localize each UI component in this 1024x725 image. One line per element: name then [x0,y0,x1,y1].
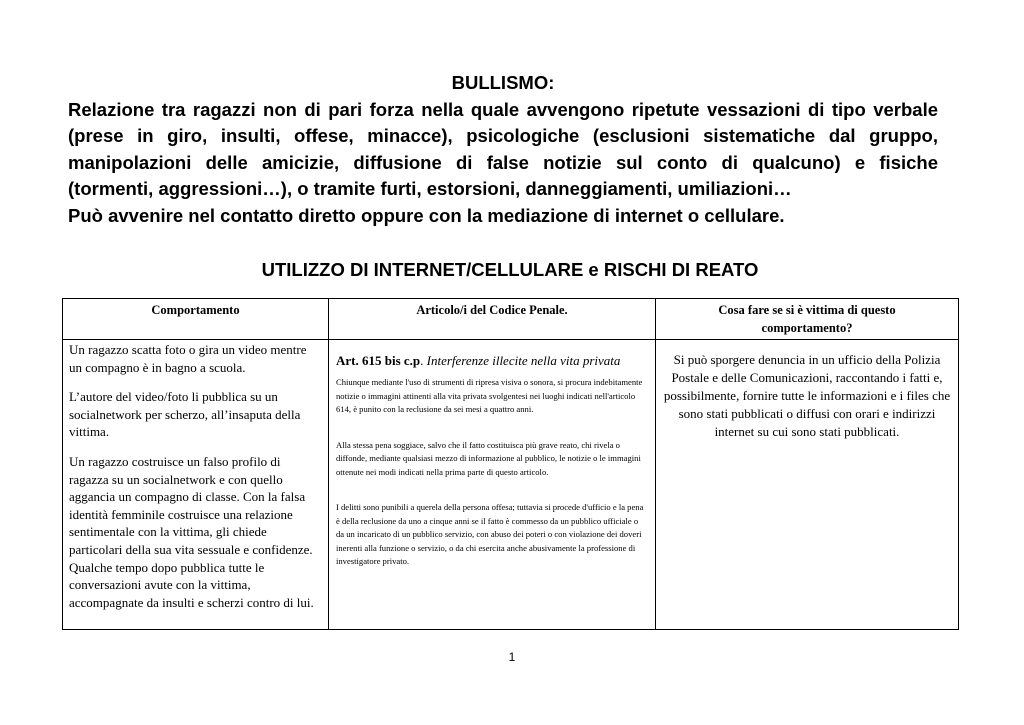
page-title: BULLISMO: [451,72,555,93]
definition-last-line: Può avvenire nel contatto diretto oppure con la mediazione di internet o cellulare. [68,204,785,226]
definition-line-1: Relazione tra ragazzi non di pari forza nella quale avvengono ripetute vessazioni di tipo verbale [68,98,938,120]
page-number: 1 [508,650,516,664]
header-article: Articolo/i del Codice Penale. [329,299,656,340]
definition-line-2: (prese in giro, insulti, offese, minacce), psicologiche (esclusioni sistematiche dal gruppo, [68,125,938,146]
definition-line-4: (tormenti, aggressioni…), o tramite furti, estorsioni, danneggiamenti, umiliazioni… [68,178,792,199]
definition-line-3: manipolazioni delle amicizie, diffusione di false notizie sul conto di qualcuno) e fisiche [68,151,938,173]
section-title: UTILIZZO DI INTERNET/CELLULARE e RISCHI DI REATO [261,259,759,280]
behavior-paragraph-1: Un ragazzo scatta foto o gira un video mentre un compagno è in bagno a scuola. [69,342,307,375]
behavior-paragraph-2: L’autore del video/foto li pubblica su un socialnetwork per scherzo, all’insaputa della vittima. [69,389,301,440]
crime-risk-table [62,298,959,630]
article-separator: . [420,353,427,368]
article-name: Interferenze illecite nella vita privata [426,353,621,368]
header-action: Cosa fare se si è vittima di questo comportamento? [656,299,959,340]
header-behavior: Comportamento [63,299,329,340]
table-header-row [63,299,959,340]
intro-heading [68,70,938,229]
law-paragraph-1: Chiunque mediante l'uso di strumenti di ripresa visiva o sonora, si procura indebitamente notizie o immagini attinenti alla vita privata svolgentesi nei luoghi indicati nell'articolo 614, è punito con la reclusione da sei mesi a quattro anni. [336,377,643,414]
law-paragraph-2: Alla stessa pena soggiace, salvo che il fatto costituisca più grave reato, chi rivela o diffonde, mediante qualsiasi mezzo di informazione al pubblico, le notizie o le immagini ottenute nei modi indicati nella prima parte di questo articolo. [336,439,641,477]
table-row [63,340,959,630]
law-paragraph-3: I delitti sono punibili a querela della persona offesa; tuttavia si procede d'ufficio e la pena è della reclusione da uno a cinque anni se il fatto è commesso da un pubblico ufficiale o da un incaricato di un pubblico servizio, con abuso dei poteri o con violazione dei doveri inerenti alla funzione o servizio, o da chi esercita anche abusivamente la professione di investigatore privato. [336,502,644,566]
article-code: Art. 615 bis c.p [336,353,421,368]
behavior-paragraph-3: Un ragazzo costruisce un falso profilo di ragazza su un socialnetwork e con quello aggancia un compagno di classe. Con la falsa identità femminile costruisce una relazione sentimentale con la vittima, gli chiede particolari della sua vita sessuale e confidenze. Qualche tempo dopo pubblica tutte le conversazioni avute con la vittima, accompagnate da insulti e scherzi contro di lui. [69,453,314,610]
article-title [336,352,647,370]
action-cell: Si può sporgere denuncia in un ufficio della Polizia Postale e delle Comunicazioni, raccontando i fatti e, possibilmente, fornire tutte le informazioni e i files che sono stati pubblicati o diffusi con orari e indirizzi internet su cui sono stati pubblicati. [656,340,959,630]
article-cell [329,340,656,630]
behavior-cell [63,340,329,630]
